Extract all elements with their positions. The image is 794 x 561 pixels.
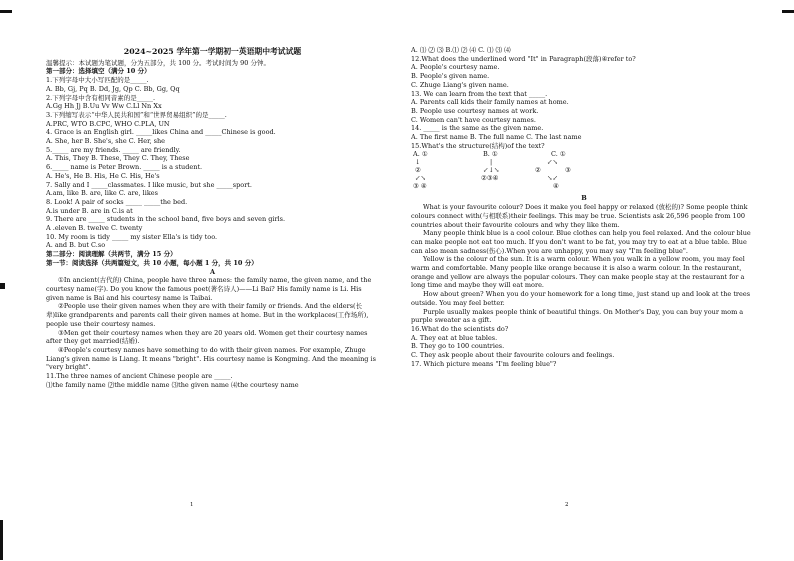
question-line: A. Parents call kids their family names at home. (411, 98, 569, 107)
struct-b-bar: | (490, 158, 493, 167)
struct-c-split: ↙↘ (547, 158, 558, 167)
question-line: 17. Which picture means "I'm feeling blue"? (411, 359, 557, 368)
question-line: 10. My room is tidy _____ my sister Ella's is tidy too. (46, 232, 218, 241)
passage-paragraph: Yellow is the colour of the sun. It is a warm colour. When you walk in a yellow room, you may feel warm and comfortable. Many people like orange because it is also a warm colour. In the restaurant, orange and yellow are always the popular colours. They can make people stay at the restaurant for a long time and maybe they will eat more. (411, 255, 745, 290)
struct-a-head: A. ① (413, 150, 428, 159)
question-line: 16.What do the scientists do? (411, 324, 509, 333)
question-line: 15.What's the structure(结构)of the text? (411, 141, 545, 150)
passage-paragraph: How about green? When you do your homework for a long time, just stand up and look at the trees outside. You may feel better. (411, 290, 751, 307)
struct-c-tail: ④ (553, 182, 559, 191)
question-line: A. and B. but C.so (46, 241, 106, 250)
question-line: 7. Sally and I _____classmates. I like music, but she _____sport. (46, 180, 252, 189)
exam-title: 2024~2025 学年第一学期初一英语期中考试试题 (123, 47, 302, 56)
page-number-1: 1 (190, 502, 194, 508)
question-11: 11.The three names of ancient Chinese people are _____. (46, 372, 233, 381)
passage-paragraph: ①In ancient(古代的) China, people have three names: the family name, the given name, and the courtesy name(字). Do you know the famous poet(著名诗人)——Li Bai? His family name is Li. His given name is Bai and his courtesy name is Taibai. (46, 276, 372, 302)
question-11-options: ⑴the family name ⑵the middle name ⑶the given name ⑷the courtesy name (46, 380, 299, 389)
struct-a-split: ↙↘ (415, 174, 426, 183)
question-line: A. This, They B. These, They C. They, These (46, 154, 190, 163)
passage-a-label: A (209, 267, 216, 276)
question-line: 5._____ are my friends. _____ are friendly. (46, 145, 181, 154)
question-line: A. He's, He B. His, He C. His, He's (46, 171, 160, 180)
question-line: 8. Look! A pair of socks _____ _____the bed. (46, 197, 188, 206)
passage-paragraph: What is your favourite colour? Does it make you feel happy or relaxed (放松的)? Some people think colours connect with(与相联系)their feelings. This may be true. Scientists ask 26,596 people from 100 countries about their favourite colours and why they like them. (411, 203, 748, 229)
question-line: 6._____ name is Peter Brown. _____ is a student. (46, 163, 203, 172)
passage-b-label: B (581, 194, 587, 203)
right-question-list-2 (411, 325, 757, 369)
question-line: 第一部分：选择填空（满分 10 分） (46, 67, 151, 76)
question-line: C. Zhuge Liang's given name. (411, 80, 509, 89)
struct-c-head: C. ① (551, 150, 566, 159)
question-line: A. She, her B. She's, she C. Her, she (46, 137, 166, 146)
struct-a-arrow: ↓ (415, 158, 421, 167)
question-line: 温馨提示：本试题为笔试题，分为五部分，共 100 分。考试时间为 90 分钟。 (46, 58, 270, 67)
structure-diagrams (413, 150, 757, 194)
question-line: 12.What does the underlined word "It" in Paragraph(段落)④refer to? (411, 54, 636, 63)
binding-strip (0, 520, 3, 560)
question-line: 3.下列缩写表示“中华人民共和国”和“世界贸易组织”的是_____. (46, 110, 227, 119)
right-question-list-1 (411, 55, 757, 151)
question-line: A. People's courtesy name. (411, 63, 500, 72)
question-11-choices: A. ⑴ ⑵ ⑶ B.⑴ ⑵ ⑷ C. ⑴ ⑶ ⑷ (411, 46, 511, 54)
question-line: A. Bb, Gj, Pq B. Dd, Jg, Qp C. Bb, Gg, Qq (46, 84, 180, 93)
struct-c-left: ② (535, 166, 541, 175)
question-line: C. They ask people about their favourite colours and feelings. (411, 351, 615, 360)
question-line: A. They eat at blue tables. (411, 333, 498, 342)
question-line: A.Gg Hh Jj B.Uu Vv Ww C.Ll Nn Xx (46, 102, 162, 111)
question-line: C. Women can't have courtesy names. (411, 115, 536, 124)
question-line: 第二部分：阅读理解（共两节，满分 15 分） (46, 250, 177, 259)
struct-b-head: B. ① (483, 150, 498, 159)
question-line: A. The first name B. The full name C. The last name (411, 133, 582, 142)
struct-a-tail: ③ ④ (413, 182, 427, 191)
struct-c-join: ↘↙ (547, 174, 558, 183)
left-column (46, 48, 379, 389)
page-number-2: 2 (565, 502, 569, 508)
question-line: 14. _____ is the same as the given name. (411, 124, 544, 133)
struct-b-branch: ↙↓↘ (483, 166, 500, 175)
corner-mark-top-right (782, 10, 794, 13)
question-line: 第一节：阅读选择（共两篇短文，共 10 小题，每小题 1 分，共 10 分） (46, 258, 258, 267)
exam-page-right (397, 0, 794, 561)
question-line: 13. We can learn from the text that _____. (411, 89, 548, 98)
question-line: B. People use courtesy names at work. (411, 106, 539, 115)
question-line: 2.下列字母中含有相同音素的是_____. (46, 93, 156, 102)
right-column (411, 46, 757, 369)
passage-paragraph: ③Men get their courtesy names when they are 20 years old. Women get their courtesy names after they get married(结婚). (46, 328, 368, 346)
question-line: B. People's given name. (411, 72, 490, 81)
question-line: 9. There are _____ students in the school band, five boys and seven girls. (46, 215, 286, 224)
question-line: A .eleven B. twelve C. twenty (46, 224, 143, 233)
passage-paragraph: ④People's courtesy names have something to do with their given names. For example, Zhuge Liang's given name is Liang. It means "bright". His courtesy name is Kongming. And the meaning is "very bright". (46, 345, 376, 372)
question-line: A.is under B. are in C.is at (46, 206, 133, 215)
struct-b-tail: ②③④ (481, 174, 499, 183)
question-line: B. They go to 100 countries. (411, 342, 505, 351)
question-line: A.am, like B. are, like C. are, likes (46, 189, 158, 198)
passage-a-text (46, 276, 379, 372)
passage-b-text (411, 203, 757, 325)
passage-paragraph: Many people think blue is a cool colour. Blue clothes can help you feel relaxed. And the colour blue can make people not eat too much. If you don't want to be fat, you may try to eat at a blue table. Blue can also mean sadness(伤心).When you are unhappy, you may say "I'm feeling blue". (411, 229, 751, 255)
passage-paragraph: Purple usually makes people think of beautiful things. On Mother's Day, you can buy your mom a purple sweater as a gift. (411, 307, 744, 325)
side-mark-left (0, 283, 5, 289)
corner-mark-top-left (0, 10, 12, 13)
left-question-list (46, 59, 379, 268)
struct-c-right: ③ (565, 166, 571, 175)
question-line: 4. Grace is an English girl. _____likes China and _____Chinese is good. (46, 128, 276, 137)
struct-a-mid: ② (415, 166, 421, 175)
passage-paragraph: ②People use their given names when they are with their family or friends. And the elders(长辈)like grandparents and parents call their given names at home. But in the workplaces(工作场所), people use their courtesy names. (46, 302, 369, 328)
question-line: 1.下列字母中大小写匹配的是_____. (46, 76, 149, 85)
question-line: A.PRC, WTO B.CPC, WHO C.PLA, UN (46, 119, 170, 128)
